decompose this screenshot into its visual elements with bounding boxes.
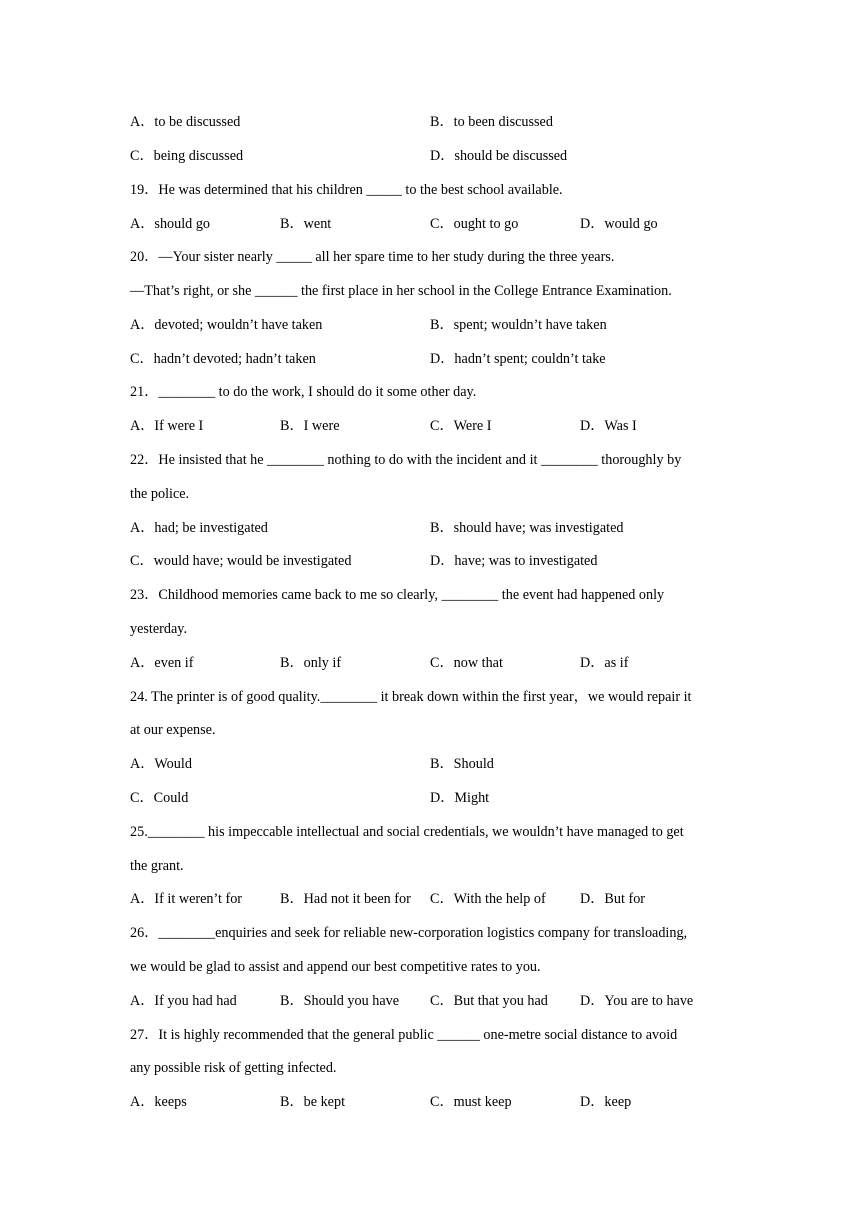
q27-option-a: A．keeps [130,1094,187,1110]
q23-option-a: A．even if [130,655,194,671]
q23-option-d: D．as if [580,655,629,671]
q24-option-c: C．Could [130,790,189,806]
q18-option-b: B．to been discussed [430,114,553,130]
q22-stem-line1: 22．He insisted that he ________ nothing to do with the incident and it ________ thoroughly by [130,452,682,468]
q20-option-b: B．spent; wouldn’t have taken [430,317,607,333]
q26-option-a: A．If you had had [130,993,237,1009]
q25-option-c: C．With the help of [430,891,546,907]
q21-option-a: A．If were I [130,418,204,434]
q26-option-d: D．You are to have [580,993,694,1009]
q20-stem-line1: 20．—Your sister nearly _____ all her spare time to her study during the three years. [130,249,615,265]
q27-stem-line2: any possible risk of getting infected. [130,1060,337,1076]
q19-stem: 19．He was determined that his children _____ to the best school available. [130,182,563,198]
q23-stem-line1: 23．Childhood memories came back to me so clearly, ________ the event had happened only [130,587,665,603]
q25-stem-line1: 25.________ his impeccable intellectual and social credentials, we wouldn’t have managed to get [130,824,684,840]
q25-stem-line2: the grant. [130,858,184,874]
q21-option-d: D．Was I [580,418,637,434]
q21-option-b: B．I were [280,418,340,434]
q18-option-a: A．to be discussed [130,114,241,130]
q26-option-c: C．But that you had [430,993,548,1009]
q20-option-a: A．devoted; wouldn’t have taken [130,317,323,333]
q22-stem-line2: the police. [130,486,190,502]
q27-stem-line1: 27．It is highly recommended that the general public ______ one-metre social distance to avoid [130,1027,678,1043]
q24-stem-line2: at our expense. [130,722,216,738]
q22-option-c: C．would have; would be investigated [130,553,352,569]
q20-option-d: D．hadn’t spent; couldn’t take [430,351,606,367]
q22-option-b: B．should have; was investigated [430,520,624,536]
q18-option-c: C．being discussed [130,148,244,164]
q19-option-c: C．ought to go [430,216,519,232]
q23-option-b: B．only if [280,655,342,671]
q24-option-b: B．Should [430,756,494,772]
q27-option-d: D．keep [580,1094,632,1110]
q25-option-b: B．Had not it been for [280,891,411,907]
q21-option-c: C．Were I [430,418,492,434]
q24-stem-line1: 24. The printer is of good quality.________ it break down within the first year，we would repair it [130,689,692,705]
q19-option-d: D．would go [580,216,658,232]
q20-option-c: C．hadn’t devoted; hadn’t taken [130,351,316,367]
q26-stem-line2: we would be glad to assist and append our best competitive rates to you. [130,959,541,975]
q22-option-d: D．have; was to investigated [430,553,598,569]
q27-option-c: C．must keep [430,1094,512,1110]
q27-option-b: B．be kept [280,1094,346,1110]
q24-option-a: A．Would [130,756,192,772]
q24-option-d: D．Might [430,790,490,806]
q23-stem-line2: yesterday. [130,621,187,637]
q25-option-d: D．But for [580,891,646,907]
q25-option-a: A．If it weren’t for [130,891,243,907]
q19-option-a: A．should go [130,216,211,232]
q22-option-a: A．had; be investigated [130,520,268,536]
q23-option-c: C．now that [430,655,503,671]
q26-option-b: B．Should you have [280,993,400,1009]
q18-option-d: D．should be discussed [430,148,568,164]
q19-option-b: B．went [280,216,332,232]
q20-stem-line2: —That’s right, or she ______ the first place in her school in the College Entrance Examination. [130,283,672,299]
q26-stem-line1: 26．________enquiries and seek for reliable new-corporation logistics company for transloading, [130,925,688,941]
q21-stem: 21．________ to do the work, I should do it some other day. [130,384,477,400]
